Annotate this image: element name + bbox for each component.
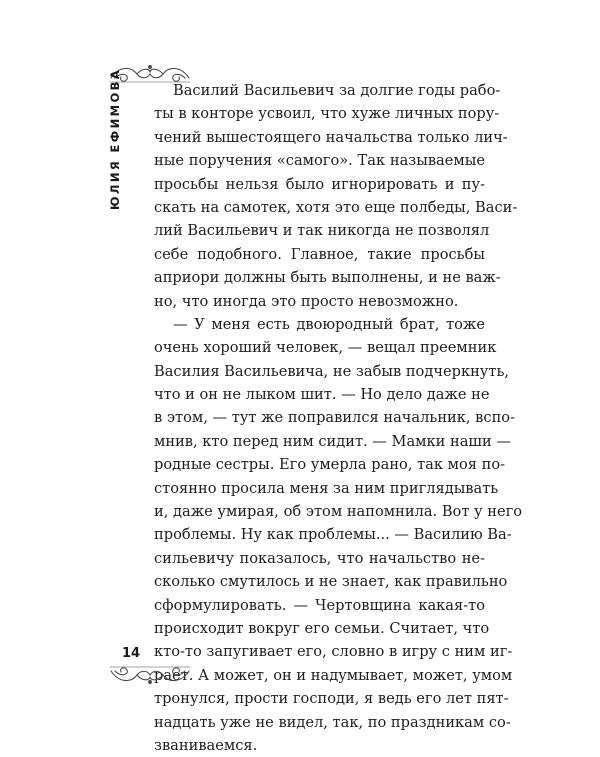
text-line: рает. А может, он и надумывает, может, умом: [154, 666, 513, 684]
paragraph: [154, 313, 523, 757]
text-line: званиваемся.: [154, 736, 258, 754]
text-line: ные поручения «самого». Так называемые: [154, 152, 485, 170]
text-line: в этом, — тут же поправился начальник, вспо-: [154, 409, 516, 427]
text-line: сколько смутилось и не знает, как правильно: [154, 573, 508, 591]
text-line: просьбы нельзя было игнорировать и пу-: [154, 175, 485, 193]
text-line: — У меня есть двоюродный брат, тоже: [173, 315, 485, 333]
text-line: что и он не лыком шит. — Но дело даже не: [154, 386, 490, 404]
text-line: и, даже умирая, об этом напомнила. Вот у него: [154, 503, 523, 521]
text-line: скать на самотек, хотя это еще полбеды, Васи-: [154, 198, 518, 216]
text-line: лий Васильевич и так никогда не позволял: [154, 222, 490, 240]
text-line: Василия Васильевича, не забыв подчеркнуть,: [154, 362, 510, 380]
page-number: 14: [122, 646, 141, 661]
text-line: но, что иногда это просто невозможно.: [154, 292, 459, 310]
text-line: чений вышестоящего начальства только лич-: [154, 128, 508, 146]
text-line: ты в конторе усвоил, что хуже личных пору-: [154, 105, 500, 123]
paragraph: [154, 79, 518, 313]
running-head-author: ЮЛИЯ ЕФИМОВА: [108, 67, 122, 210]
body-text: [154, 79, 523, 757]
bottom-flourish-ornament: [109, 663, 191, 687]
text-line: проблемы. Ну как проблемы... — Василию Ва-: [154, 526, 512, 544]
text-line: сформулировать. — Чертовщина какая-то: [154, 596, 485, 614]
text-line: надцать уже не видел, так, по праздникам со-: [154, 713, 511, 731]
text-line: тронулся, прости господи, я ведь его лет пят-: [154, 690, 509, 708]
text-line: родные сестры. Его умерла рано, так моя по-: [154, 456, 506, 474]
text-line: очень хороший человек, — вещал преемник: [154, 339, 497, 357]
text-line: априори должны быть выполнены, и не важ-: [154, 269, 501, 287]
text-line: стоянно просила меня за ним приглядывать: [154, 479, 499, 497]
text-line: сильевичу показалось, что начальство не-: [154, 549, 485, 567]
text-line: себе подобного. Главное, такие просьбы: [154, 245, 485, 263]
text-line: мнив, кто перед ним сидит. — Мамки наши —: [154, 432, 511, 450]
text-line: происходит вокруг его семьи. Считает, что: [154, 619, 490, 637]
text-line: кто-то запугивает его, словно в игру с ним иг-: [154, 643, 513, 661]
text-line: Василий Васильевич за долгие годы рабо-: [173, 82, 501, 99]
